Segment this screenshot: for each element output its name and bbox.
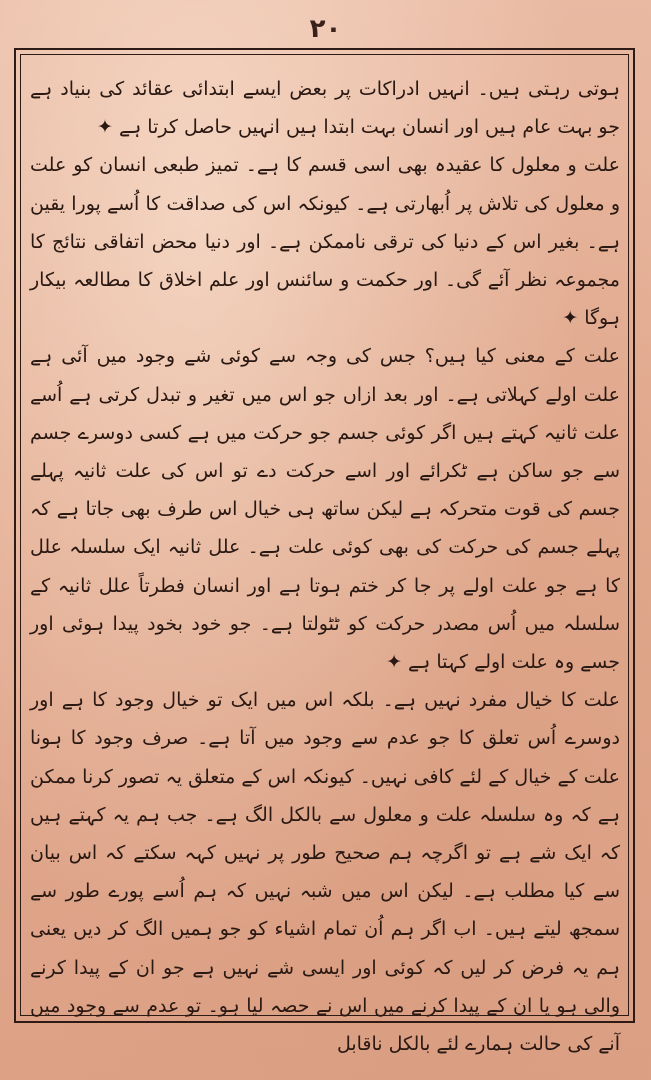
page-body-text [30,70,620,1056]
paragraph: علت کا خیال مفرد نہیں ہے۔ بلکہ اس میں ایک تو خیال وجود کا ہے اور دوسرے اُس تعلق کا جو عدم سے وجود میں آتا ہے۔ صرف وجود کا ہونا علت کے خیال کے لئے کافی نہیں۔ کیونکہ اس کے متعلق یہ تصور کرنا ممکن ہے کہ وہ سلسلہ علت و معلول سے بالکل الگ ہے۔ جب ہم یہ کہتے ہیں کہ ایک شے ہے تو اگرچہ ہم صحیح طور پر نہیں کہہ سکتے کہ اس بیان سے کیا مطلب ہے۔ لیکن اس میں شبہ نہیں کہ ہم اُسے پورے طور سے سمجھ لیتے ہیں۔ اب اگر ہم اُن تمام اشیاء کو جو ہمیں الگ کر دیں یعنی ہم یہ فرض کر لیں کہ کوئی اور ایسی شے نہیں ہے جو ان کے پیدا کرنے والی ہو یا ان کے پیدا کرنے میں اس نے حصہ لیا ہو۔ تو عدم سے وجود میں آنے کی حالت ہمارے لئے بالکل ناقابل [30,689,620,1056]
paragraph: علت و معلول کا عقیدہ بھی اسی قسم کا ہے۔ تمیز طبعی انسان کو علت و معلول کی تلاش پر اُبھارتی ہے۔ کیونکہ اس کی صداقت کا اُسے پورا یقین ہے۔ بغیر اس کے دنیا کی ترقی ناممکن ہے۔ اور دنیا محض اتفاقی نتائج کا مجموعہ نظر آئے گی۔ اور حکمت و سائنس اور علم اخلاق کا مطالعہ بیکار ہوگا ✦ [30,154,620,330]
paragraph: علت کے معنی کیا ہیں؟ جس کی وجہ سے کوئی شے وجود میں آئی ہے علت اولے کہلاتی ہے۔ اور بعد ازاں جو اس میں تغیر و تبدل کرتی ہے اُسے علت ثانیہ کہتے ہیں اگر کوئی جسم جو حرکت میں ہے کسی دوسرے جسم سے جو ساکن ہے ٹکرائے اور اسے حرکت دے تو اس کی علت ثانیہ پہلے جسم کی قوت متحرکہ ہے لیکن ساتھ ہی خیال اس طرف بھی جاتا ہے کہ پہلے جسم کی حرکت کی بھی کوئی علت ہے۔ علل ثانیہ ایک سلسلہ علل کا ہے جو علت اولے پر جا کر ختم ہوتا ہے اور انسان فطرتاً علل ثانیہ کے سلسلہ میں اُس مصدر حرکت کو ٹٹولتا ہے۔ جو خود بخود پیدا ہوئی اور جسے وہ علت اولے کہتا ہے ✦ [30,345,620,674]
page-number: ۲۰ [309,14,342,44]
paragraph: ہوتی رہتی ہیں۔ انہیں ادراکات پر بعض ایسے ابتدائی عقائد کی بنیاد ہے جو بہت عام ہیں اور انسان بہت ابتدا ہیں انہیں حاصل کرتا ہے ✦ [30,78,620,139]
